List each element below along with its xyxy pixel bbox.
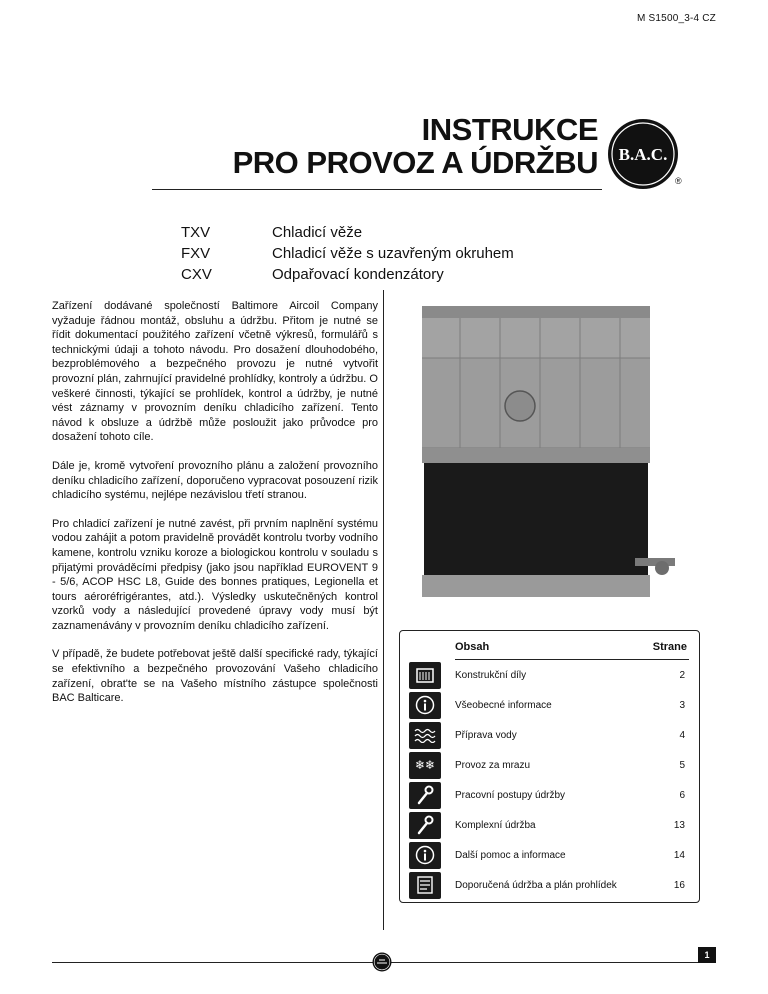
logo-text: B.A.C. [618, 145, 668, 164]
product-row [181, 243, 514, 264]
info-icon [409, 692, 441, 719]
intro-paragraph-1: Zařízení dodávané společností Baltimore Aircoil Company vyžaduje řádnou montáž, obsluhu a údržbu. Přitom je nutné se řídit dokumentací použitého zařízení včetně výkresů, formulářů s technickými údaji a tohoto návodu. Pro dosažení dlouhodobého, bezproblémového a bezpečného provozu je nutné vytvořit provozní plán, zahrnující pravidelné prohlídky, kontroly a údržbu. O veškeré činnosti, týkající se prohlídek, kontrol a údržby, je nutné vést záznamy v provozním deníku chladicího zařízení. Tento návod k obsluze a údržbě může posloužit jako průvodce pro dosažení tohoto cíle. [52, 300, 378, 444]
intro-paragraph-2: Dále je, kromě vytvoření provozního plánu a založení provozního deníku chladicího zařízení, doporučeno vypracovat posouzení rizik chladicího systému, nejlépe nezávislou třetí stranou. [52, 459, 378, 502]
product-list [181, 222, 514, 285]
product-name: Chladicí věže s uzavřeným okruhem [272, 245, 514, 262]
toc-item-label: Další pomoc a informace [455, 849, 566, 861]
water-icon [409, 722, 441, 749]
toc-item-page: 14 [673, 849, 685, 861]
product-name: Chladicí věže [272, 224, 363, 241]
page-number: 1 [698, 947, 716, 963]
bac-logo [607, 118, 679, 190]
product-code: TXV [181, 224, 211, 241]
toc-item[interactable] [400, 780, 699, 810]
product-row [181, 222, 514, 243]
toc-item-label: Pracovní postupy údržby [455, 789, 566, 801]
info-icon [409, 842, 441, 869]
intro-paragraph-4: V případě, že budete potřebovat ještě další specifické rady, týkající se efektivního a bezpečného provozování Vašeho chladicího zařízení, obrat'te se na Vašeho místního zástupce společnosti BAC Balticare. [52, 648, 378, 705]
toc-rows [400, 660, 699, 900]
toc-item[interactable] [400, 660, 699, 690]
toc-item[interactable] [400, 840, 699, 870]
toc-item-page: 13 [673, 819, 685, 831]
toc-item-label: Provoz za mrazu [455, 759, 531, 771]
toc-item-label: Konstrukční díly [455, 669, 527, 681]
intro-paragraph-3: Pro chladicí zařízení je nutné zavést, při prvním naplnění systému vodou zahájit a potom pravidelně provádět kontrolu tvorby vodního kamene, kontrolu vzniku koroze a biologickou kontrolu v souladu s přijatými prováděcími předpisy (jako jsou například EUROVENT 9 - 5/6, ACOP HSC L8, Guide des bonnes pratiques, Legionella et tours aéroréfrigérantes, atd.). Výsledky uskutečněných kontrol vzorků vody a následující provedené úpravy vody musí být zaznamenávány v provozním deníku chladicího zařízení. [52, 517, 378, 632]
wrench-icon [409, 782, 441, 809]
toc-item[interactable] [400, 870, 699, 900]
title-line-2: PRO PROVOZ A ÚDRŽBU [232, 145, 598, 180]
toc-item-label: Příprava vody [455, 729, 517, 741]
intro-text [52, 299, 378, 720]
toc-heading-page: Strane [652, 641, 687, 653]
product-code: FXV [181, 245, 211, 262]
snowflake-icon: ❄❄ [409, 752, 441, 779]
page-title [80, 113, 598, 179]
registered-mark: ® [675, 176, 682, 186]
toc-item-page: 2 [679, 669, 685, 681]
toc-header [400, 631, 699, 653]
document-id: M S1500_3-4 CZ [637, 13, 716, 24]
toc-item[interactable] [400, 810, 699, 840]
cooling-tower-photo [400, 298, 700, 613]
product-name: Odpařovací kondenzátory [272, 266, 444, 283]
toc-item[interactable] [400, 690, 699, 720]
table-of-contents [399, 630, 700, 903]
checklist-icon [409, 872, 441, 899]
toc-item[interactable] [400, 720, 699, 750]
toc-item-page: 4 [679, 729, 685, 741]
title-divider [152, 189, 602, 190]
toc-item[interactable] [400, 750, 699, 780]
toc-heading-contents: Obsah [455, 641, 490, 653]
wrench-icon [409, 812, 441, 839]
footer-logo-icon [372, 952, 392, 972]
column-divider [383, 290, 384, 930]
toc-item-label: Komplexní údržba [455, 819, 536, 831]
toc-item-label: Všeobecné informace [455, 699, 552, 711]
toc-item-page: 16 [673, 879, 685, 891]
toc-item-page: 5 [679, 759, 685, 771]
unit-icon [409, 662, 441, 689]
product-code: CXV [181, 266, 212, 283]
toc-item-page: 3 [679, 699, 685, 711]
title-line-1: INSTRUKCE [421, 112, 598, 147]
product-row [181, 264, 514, 285]
toc-item-label: Doporučená údržba a plán prohlídek [455, 879, 617, 891]
toc-item-page: 6 [679, 789, 685, 801]
